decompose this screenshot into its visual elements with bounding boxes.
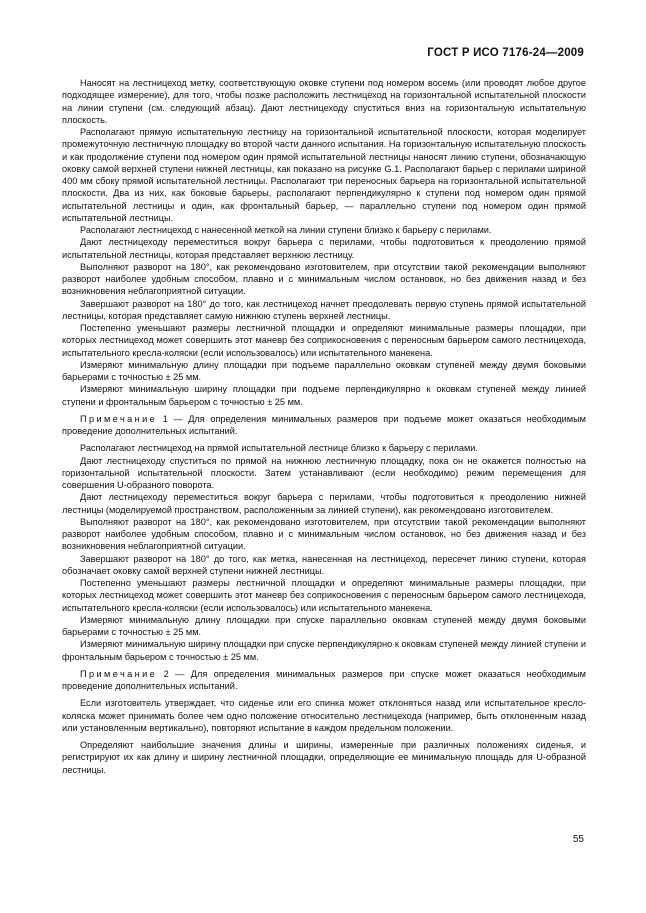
paragraph: Дают лестницеходу спуститься по прямой на нижнюю лестничную площадку, пока он не окажется полностью на горизонтальной испытательной плоскости. Затем устанавливают (если необходимо) режим перемещения для совершения U-образного поворота. [62, 455, 586, 490]
note-1 [62, 413, 586, 438]
paragraph: Определяют наибольшие значения длины и ширины, измеренные при различных положениях сиденья, и регистрируют их как длину и ширину лестничной площадки, определяющие ее минимальную площадь для U-образной лестницы. [62, 740, 586, 775]
note-label: Примечание [80, 413, 158, 424]
paragraph: Постепенно уменьшают размеры лестничной площадки и определяют минимальные размеры площадки, при которых лестницеход может совершить этот маневр без соприкосновения с переносным барьером самого лестницехода, испытательного кресла-коляски (если использовалось) или испытательного манекена. [62, 323, 586, 358]
document-body [62, 77, 586, 776]
note-label: Примечание [80, 668, 158, 679]
page-number: 55 [572, 834, 584, 845]
paragraph: Измеряют минимальную длину площадки при спуске параллельно оковкам ступеней между двумя боковыми барьерами с точностью ± 25 мм. [62, 614, 586, 637]
paragraph: Измеряют минимальную ширину площадки при спуске перпендикулярно к оковкам ступеней между линией ступени и фронтальным барьером с точностью ± 25 мм. [62, 639, 586, 662]
paragraph: Измеряют минимальную длину площадки при подъеме параллельно оковкам ступеней между двумя боковыми барьерами с точностью ± 25 мм. [62, 359, 586, 382]
paragraph: Наносят на лестницеход метку, соответствующую оковке ступени под номером восемь (или проводят любое другое подходящее измерение), для того, чтобы позже расположить лестницеход на горизонтальной испытательной плоскости на линии ступени (см. следующий абзац). Дают лестницеходу спуститься вниз на горизонтальную испытательную плоскость. [62, 78, 586, 125]
paragraph: Измеряют минимальную ширину площадки при подъеме перпендикулярно к оковкам ступеней между линией ступени и фронтальным барьером с точностью ± 25 мм. [62, 384, 586, 407]
note-text: 1 — Для определения минимальных размеров при подъеме может оказаться необходимым проведение дополнительных испытаний. [62, 413, 586, 436]
note-2 [62, 668, 586, 693]
paragraph: Располагают прямую испытательную лестницу на горизонтальной испытательной плоскости, которая моделирует промежуточную лестничную площадку во второй части данного испытания. На горизонтальную испытательную плоскость и как продолжение ступени под номером один прямой испытательной лестницы наносят линию ступени, обозначающую оковку самой верхней ступени нижней лестницы, как показано на рисунке G.1. Располагают барьер с перилами шириной 400 мм сбоку прямой испытательной лестницы. Располагают три переносных барьера на горизонтальной испытательной плоскости. Два из них, как боковые барьеры, располагают перпендикулярно к ступени под номером один прямой испытательной лестницы и один, как фронтальный барьер, — параллельно ступени под номером один прямой испытательной лестницы. [62, 127, 586, 223]
paragraph: Располагают лестницеход на прямой испытательной лестнице близко к барьеру с перилами. [80, 443, 478, 454]
paragraph: Выполняют разворот на 180°, как рекомендовано изготовителем, при отсутствии такой рекомендации выполняют разворот наиболее удобным способом, плавно и с минимальным числом остановок, но без движения назад и без возникновения неблагоприятной ситуации. [62, 261, 586, 297]
paragraph: Дают лестницеходу переместиться вокруг барьера с перилами, чтобы подготовиться к преодолению нижней лестницы (моделируемой пространством, расположенным за линией ступени), как рекомендовано изготовителем. [62, 492, 586, 515]
paragraph: Дают лестницеходу переместиться вокруг барьера с перилами, чтобы подготовиться к преодолению прямой испытательной лестницы, которая представляет верхнюю лестницу. [62, 237, 586, 260]
paragraph: Если изготовитель утверждает, что сиденье или его спинка может отклоняться назад или испытательное кресло-коляска может принимать более чем одно положение относительно лестницехода (например, быть отклоненным назад или установленным вертикально), повторяют испытание в каждом предельном положении. [62, 698, 586, 733]
paragraph: Завершают разворот на 180° до того, как лестницеход начнет преодолевать первую ступень прямой испытательной лестницы, которая представляет самую нижнюю ступень верхней лестницы. [62, 298, 586, 321]
paragraph: Завершают разворот на 180° до того, как метка, нанесенная на лестницеход, пересечет линию ступени, которая обозначает оковку самой верхней ступени нижней лестницы. [62, 553, 586, 576]
paragraph: Выполняют разворот на 180°, как рекомендовано изготовителем, при отсутствии такой рекомендации выполняют разворот наиболее удобным способом, плавно и с минимальным числом остановок, но без движения назад и без возникновения неблагоприятной ситуации. [62, 516, 586, 552]
paragraph: Постепенно уменьшают размеры лестничной площадки и определяют минимальные размеры площадки, при которых лестницеход может совершить этот маневр без соприкосновения с переносным барьером самого лестницехода, испытательного кресла-коляски (если использовалось) или испытательного манекена. [62, 578, 586, 613]
document-header: ГОСТ Р ИСО 7176-24—2009 [427, 47, 584, 59]
note-text: 2 — Для определения минимальных размеров при спуске может оказаться необходимым проведение дополнительных испытаний. [62, 668, 586, 691]
paragraph: Располагают лестницеход с нанесенной меткой на линии ступени близко к барьеру с перилами. [80, 225, 492, 235]
